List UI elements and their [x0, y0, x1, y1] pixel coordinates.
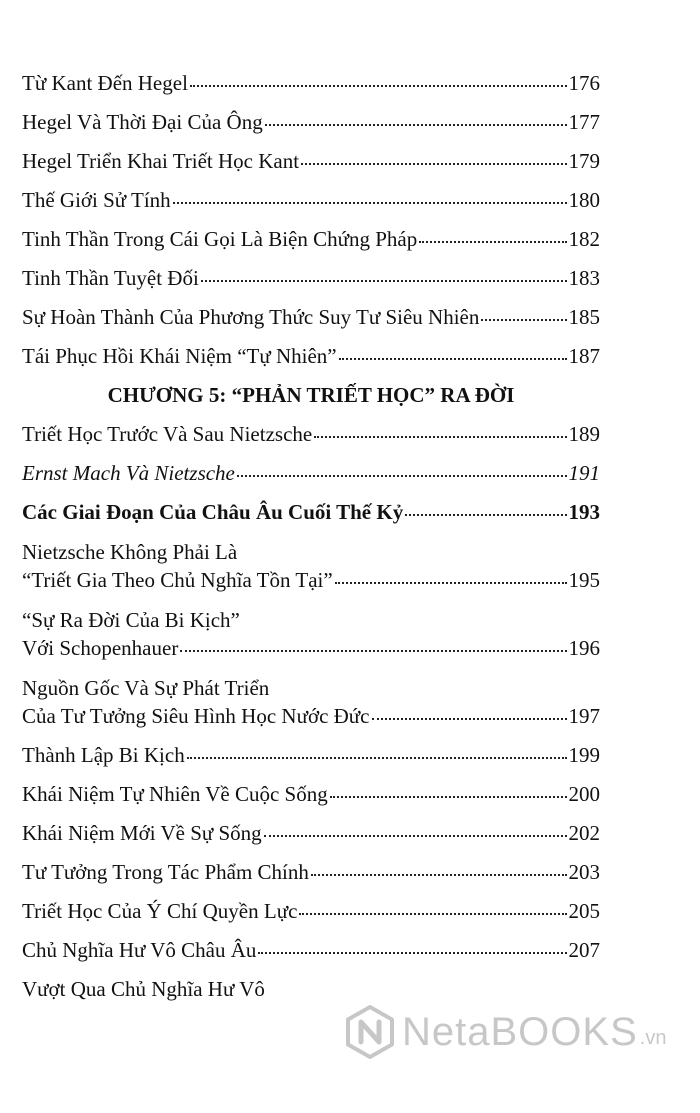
toc-entry-page: 197 [568, 704, 600, 728]
toc-entry [22, 226, 600, 265]
toc-entry-title: Khái Niệm Mới Về Sự Sống [22, 821, 262, 845]
watermark-brand: NetaBOOKS [402, 1009, 638, 1054]
toc-entry [22, 898, 600, 937]
toc-entry-title: Hegel Triển Khai Triết Học Kant [22, 149, 300, 173]
dot-leader [314, 436, 566, 438]
toc-entry-page: 199 [568, 743, 600, 767]
toc-entry-title: Tinh Thần Tuyệt Đối [22, 266, 199, 290]
toc-entry-title-line2: “Triết Gia Theo Chủ Nghĩa Tồn Tại” [22, 568, 333, 592]
toc-entry-page: 185 [568, 305, 600, 329]
dot-leader [201, 280, 567, 282]
toc-entry [22, 820, 600, 859]
watermark [342, 1002, 666, 1062]
toc-entry-page: 180 [568, 188, 600, 212]
toc-entry [22, 859, 600, 898]
toc-entry [22, 742, 600, 781]
toc-entry [22, 304, 600, 343]
toc-entry-title: Chủ Nghĩa Hư Vô Châu Âu [22, 938, 257, 962]
dot-leader [190, 85, 567, 87]
toc-entry [22, 343, 600, 382]
toc-entry-page: 189 [568, 422, 600, 446]
dot-leader [301, 163, 566, 165]
toc-entry [22, 460, 600, 499]
dot-leader [299, 913, 566, 915]
toc-entry-page: 205 [568, 899, 600, 923]
toc-entry [22, 937, 600, 976]
toc-entry-page: 182 [568, 227, 600, 251]
toc-entry-page: 187 [568, 344, 600, 368]
toc-entry-title: Tư Tưởng Trong Tác Phẩm Chính [22, 860, 309, 884]
toc-entry-title: Vượt Qua Chủ Nghĩa Hư Vô [22, 977, 265, 1001]
toc-entry-title: Triết Học Của Ý Chí Quyền Lực [22, 899, 298, 923]
toc-entry-page: 176 [568, 71, 600, 95]
toc-entry [22, 70, 600, 109]
netabooks-logo-icon [342, 1004, 398, 1060]
dot-leader [419, 241, 566, 243]
table-of-contents [22, 70, 600, 1015]
toc-entry-page: 200 [568, 782, 600, 806]
toc-entry [22, 187, 600, 226]
toc-entry-page: 191 [568, 461, 600, 485]
toc-entry [22, 538, 600, 593]
toc-entry-page: 207 [568, 938, 600, 962]
toc-entry-page: 195 [568, 568, 600, 592]
toc-entry-title: Triết Học Trước Và Sau Nietzsche [22, 422, 313, 446]
dot-leader [258, 952, 566, 954]
toc-entry [22, 606, 600, 661]
toc-entry-title: Thành Lập Bi Kịch [22, 743, 185, 767]
toc-entry-page: 203 [568, 860, 600, 884]
toc-entry-title-line2: Của Tư Tưởng Siêu Hình Học Nước Đức [22, 704, 370, 728]
toc-entry-page: 202 [568, 821, 600, 845]
toc-entry-page: 177 [568, 110, 600, 134]
toc-entry-title: Hegel Và Thời Đại Của Ông [22, 110, 263, 134]
toc-entry [22, 148, 600, 187]
toc-entry-page: 179 [568, 149, 600, 173]
toc-entry [22, 499, 600, 538]
dot-leader [339, 358, 567, 360]
toc-entry-page: 193 [568, 500, 600, 524]
dot-leader [237, 475, 567, 477]
toc-entry-page: 196 [568, 636, 600, 660]
toc-entry [22, 109, 600, 148]
dot-leader [372, 718, 567, 720]
toc-entry [22, 781, 600, 820]
toc-entry [22, 674, 600, 729]
toc-entry-title: Ernst Mach Và Nietzsche [22, 461, 235, 485]
dot-leader [180, 650, 566, 652]
dot-leader [330, 796, 567, 798]
dot-leader [335, 582, 567, 584]
dot-leader [481, 319, 566, 321]
toc-entry-title: Sự Hoàn Thành Của Phương Thức Suy Tư Siêu Nhiên [22, 305, 480, 329]
dot-leader [405, 514, 566, 516]
toc-entry [22, 421, 600, 460]
toc-entry-title: Từ Kant Đến Hegel [22, 71, 188, 95]
toc-entry-title-line2: Với Schopenhauer [22, 636, 179, 660]
dot-leader [264, 835, 567, 837]
toc-entry-title: Tái Phục Hồi Khái Niệm “Tự Nhiên” [22, 344, 337, 368]
toc-entry-title-line1: “Sự Ra Đời Của Bi Kịch” [22, 608, 240, 632]
toc-entry [22, 265, 600, 304]
toc-entry-title: Các Giai Đoạn Của Châu Âu Cuối Thế Kỷ [22, 500, 404, 524]
dot-leader [173, 202, 567, 204]
dot-leader [187, 757, 567, 759]
chapter-heading: CHƯƠNG 5: “PHẢN TRIẾT HỌC” RA ĐỜI [107, 383, 515, 407]
toc-entry-title: Tinh Thần Trong Cái Gọi Là Biện Chứng Pháp [22, 227, 418, 251]
toc-entry-page: 183 [568, 266, 600, 290]
dot-leader [311, 874, 567, 876]
watermark-suffix: .vn [639, 1026, 667, 1049]
toc-entry-title: Khái Niệm Tự Nhiên Về Cuộc Sống [22, 782, 328, 806]
toc-entry-title-line1: Nguồn Gốc Và Sự Phát Triển [22, 676, 270, 700]
toc-entry-title-line1: Nietzsche Không Phải Là [22, 540, 238, 564]
dot-leader [265, 124, 567, 126]
toc-entry-title: Thế Giới Sử Tính [22, 188, 171, 212]
